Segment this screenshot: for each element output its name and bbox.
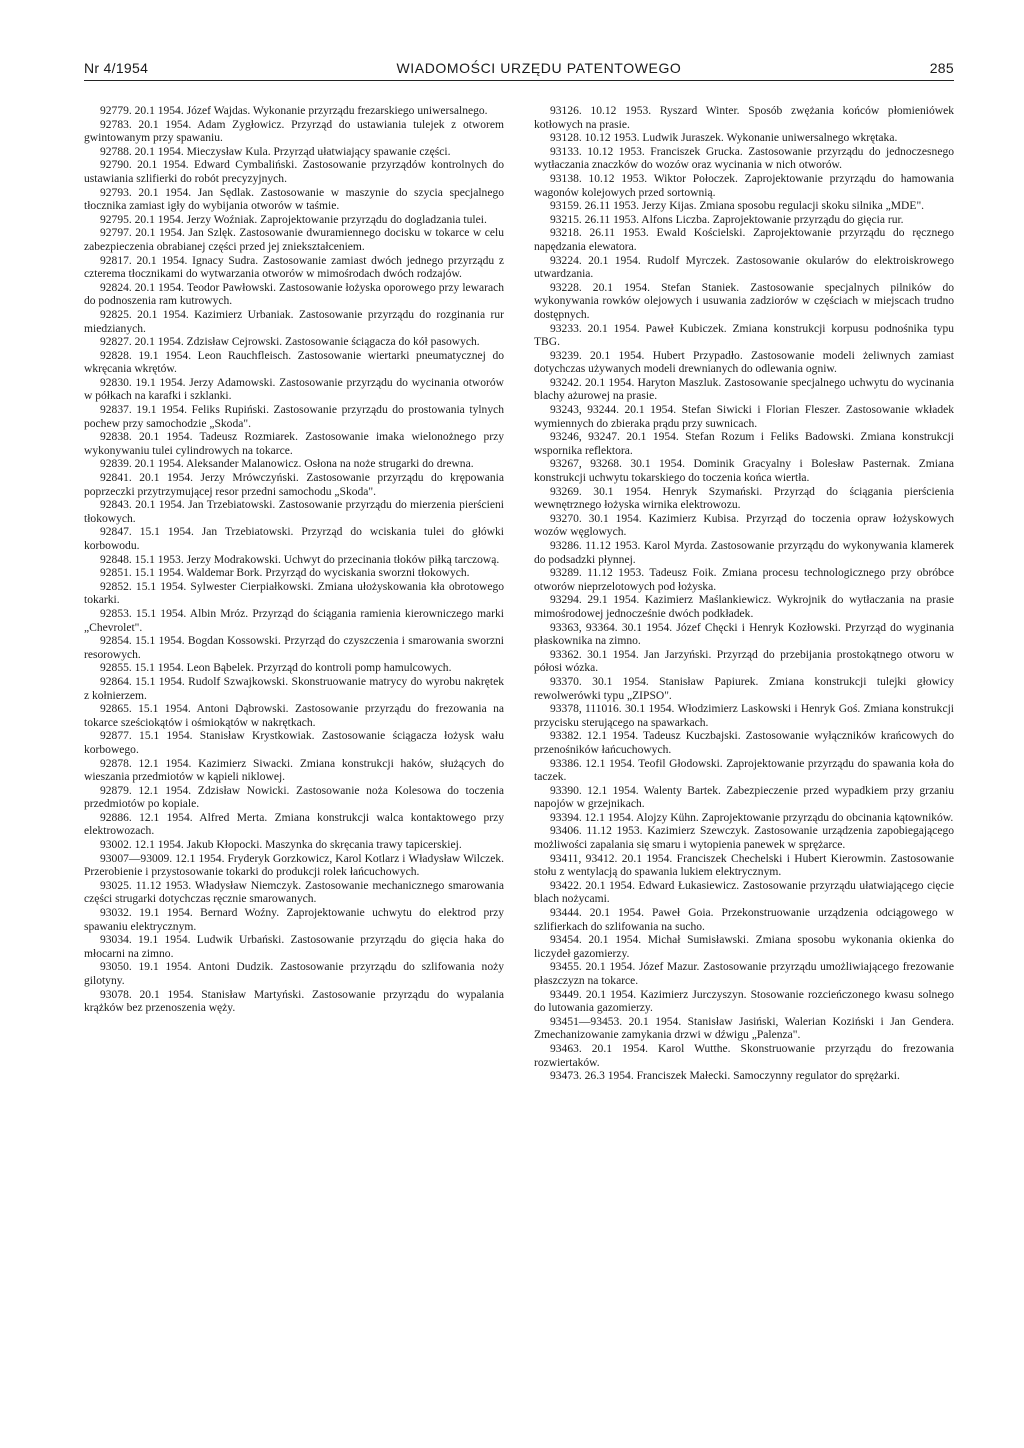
patent-entry: 93370. 30.1 1954. Stanisław Papiurek. Zmiana konstrukcji tulejki głowicy rewolwerówki typu „ZIPSO". xyxy=(534,675,954,702)
patent-entry: 92793. 20.1 1954. Jan Sędlak. Zastosowanie w maszynie do szycia specjalnego tłocznika zamiast igły do wybijania otworów w taśmie. xyxy=(84,186,504,213)
patent-entry: 93294. 29.1 1954. Kazimierz Maślankiewicz. Wykrojnik do wytłaczania na prasie mimośrodowej jednocześnie dwóch podkładek. xyxy=(534,594,954,620)
patent-entry: 92878. 12.1 1954. Kazimierz Siwacki. Zmiana konstrukcji haków, służących do wieszania przedmiotów w kąpieli niklowej. xyxy=(84,757,504,784)
patent-entry: 92825. 20.1 1954. Kazimierz Urbaniak. Zastosowanie przyrządu do rozginania rur miedzianych. xyxy=(84,308,504,335)
patent-entry: 93394. 12.1 1954. Alojzy Kühn. Zaprojektowanie przyrządu do obcinania kątowników. xyxy=(550,811,954,824)
patent-entry: 93246, 93247. 20.1 1954. Stefan Rozum i Feliks Badowski. Zmiana konstrukcji wspornika reflektora. xyxy=(534,431,954,457)
patent-entry: 92838. 20.1 1954. Tadeusz Rozmiarek. Zastosowanie imaka wielonożnego przy wykonywaniu tulei cylindrowych na tokarce. xyxy=(84,431,504,457)
patent-entry: 92790. 20.1 1954. Edward Cymbaliński. Zastosowanie przyrządów kontrolnych do ustawiania szlifierki do robót precyzyjnych. xyxy=(84,159,504,185)
right-column xyxy=(534,105,954,1084)
patent-entry: 93422. 20.1 1954. Edward Łukasiewicz. Zastosowanie przyrządu ułatwiającego cięcie blach nożycami. xyxy=(534,879,954,906)
patent-entry: 93243, 93244. 20.1 1954. Stefan Siwicki i Florian Fleszer. Zastosowanie wkładek wymiennych do zbieraka prądu przy suwnicach. xyxy=(534,404,954,430)
patent-entry: 92848. 15.1 1953. Jerzy Modrakowski. Uchwyt do przecinania tłoków piłką tarczową. xyxy=(100,553,500,566)
patent-entry: 93463. 20.1 1954. Karol Wutthe. Skonstruowanie przyrządu do frezowania rozwiertaków. xyxy=(534,1042,954,1069)
patent-entry: 93215. 26.11 1953. Alfons Liczba. Zaprojektowanie przyrządu do gięcia rur. xyxy=(550,213,904,226)
patent-entry: 93455. 20.1 1954. Józef Mazur. Zastosowanie przyrządu umożliwiającego frezowanie płaszczyzn na tokarce. xyxy=(534,961,954,987)
patent-entry: 93267, 93268. 30.1 1954. Dominik Gracyalny i Bolesław Pasternak. Zmiana konstrukcji uchwytu tokarskiego do toczenia końca wiertła. xyxy=(534,458,954,485)
patent-entry: 92783. 20.1 1954. Adam Zygłowicz. Przyrząd do ustawiania tulejek z otworem gwintowanym przy spawaniu. xyxy=(84,118,504,145)
patent-entry: 93007—93009. 12.1 1954. Fryderyk Gorzkowicz, Karol Kotlarz i Władysław Wilczek. Przerobienie i przystosowanie tokarki do produkcji rolek łańcuchowych. xyxy=(84,852,504,879)
patent-entry: 93218. 26.11 1953. Ewald Kościelski. Zaprojektowanie przyrządu do ręcznego napędzania elewatora. xyxy=(534,227,954,253)
patent-entry: 93378, 111016. 30.1 1954. Włodzimierz Laskowski i Henryk Goś. Zmiana konstrukcji przycisku sterującego na spawarkach. xyxy=(534,703,954,729)
patent-entry: 92855. 15.1 1954. Leon Bąbelek. Przyrząd do kontroli pomp hamulcowych. xyxy=(100,662,452,675)
patent-entry: 92853. 15.1 1954. Albin Mróz. Przyrząd do ściągania ramienia kierowniczego marki „Chevrolet". xyxy=(84,607,504,634)
patent-entry: 93126. 10.12 1953. Ryszard Winter. Sposób zwężania końców płomieniówek kotłowych na prasie. xyxy=(534,105,954,131)
patent-entry: 93138. 10.12 1953. Wiktor Połoczek. Zaprojektowanie przyrządu do hamowania wagonów kolejowych przed sortownią. xyxy=(534,172,954,199)
patent-entry: 92779. 20.1 1954. Józef Wajdas. Wykonanie przyrządu frezarskiego uniwersalnego. xyxy=(100,105,488,117)
patent-entry: 92795. 20.1 1954. Jerzy Woźniak. Zaprojektowanie przyrządu do dogladzania tulei. xyxy=(100,213,487,226)
patent-entry: 93386. 12.1 1954. Teofil Głodowski. Zaprojektowanie przyrządu do spawania koła do taczek. xyxy=(534,757,954,784)
patent-entry: 93390. 12.1 1954. Walenty Bartek. Zabezpieczenie przed wypadkiem przy grzaniu napojów w grzejnikach. xyxy=(534,784,954,811)
patent-entry: 93451—93453. 20.1 1954. Stanisław Jasiński, Walerian Koziński i Jan Gendera. Zmechanizowanie zamykania drzwi w dźwigu „Palenza". xyxy=(534,1015,954,1042)
document-page xyxy=(84,60,954,1084)
patent-entry: 92830. 19.1 1954. Jerzy Adamowski. Zastosowanie przyrządu do wycinania otworów w półkach na karafki i szklanki. xyxy=(84,376,504,403)
patent-entry: 92797. 20.1 1954. Jan Szlęk. Zastosowanie dwuramiennego docisku w tokarce w celu zabezpieczenia obrabianej części przed jej zniekształceniem. xyxy=(84,227,504,253)
patent-entry: 93034. 19.1 1954. Ludwik Urbański. Zastosowanie przyrządu do gięcia haka do młocarni na zimno. xyxy=(84,934,504,960)
page-number: 285 xyxy=(929,60,954,76)
patent-entry: 92864. 15.1 1954. Rudolf Szwajkowski. Skonstruowanie matrycy do wyrobu nakrętek z kołnierzem. xyxy=(84,675,504,702)
patent-entry: 93286. 11.12 1953. Karol Myrda. Zastosowanie przyrządu do wykonywania klamerek do podsadzki płynnej. xyxy=(534,540,954,566)
patent-entry: 92877. 15.1 1954. Stanisław Krystkowiak. Zastosowanie ściągacza łożysk wału korbowego. xyxy=(84,730,504,756)
patent-entry: 93128. 10.12 1953. Ludwik Juraszek. Wykonanie uniwersalnego wkrętaka. xyxy=(550,132,898,145)
patent-entry: 92847. 15.1 1954. Jan Trzebiatowski. Przyrząd do wciskania tulei do główki korbowodu. xyxy=(84,526,504,552)
patent-entry: 93362. 30.1 1954. Jan Jarzyński. Przyrząd do przebijania prostokątnego otworu w półosi wózka. xyxy=(534,648,954,675)
patent-entry: 93270. 30.1 1954. Kazimierz Kubisa. Przyrząd do toczenia opraw łożyskowych wozów węglowych. xyxy=(534,512,954,539)
patent-entry: 92879. 12.1 1954. Zdzisław Nowicki. Zastosowanie noża Kolesowa do toczenia przedmiotów po kopiale. xyxy=(84,784,504,811)
patent-entry: 92851. 15.1 1954. Waldemar Bork. Przyrząd do wyciskania sworzni tłokowych. xyxy=(100,567,470,580)
patent-entry: 92824. 20.1 1954. Teodor Pawłowski. Zastosowanie łożyska oporowego przy lewarach do podnoszenia ram kutrowych. xyxy=(84,281,504,308)
patent-entry: 93224. 20.1 1954. Rudolf Myrczek. Zastosowanie okularów do elektroiskrowego utwardzania. xyxy=(534,254,954,281)
patent-entry: 93050. 19.1 1954. Antoni Dudzik. Zastosowanie przyrządu do szlifowania noży gilotyny. xyxy=(84,961,504,987)
patent-entry: 93449. 20.1 1954. Kazimierz Jurczyszyn. Stosowanie rozcieńczonego kwasu solnego do lutowania gazomierzy. xyxy=(534,988,954,1015)
patent-entry: 93233. 20.1 1954. Paweł Kubiczek. Zmiana konstrukcji korpusu podnośnika typu TBG. xyxy=(534,322,954,349)
patent-entry: 92852. 15.1 1954. Sylwester Cierpiałkowski. Zmiana ułożyskowania kła obrotowego tokarki. xyxy=(84,580,504,607)
patent-entry: 93032. 19.1 1954. Bernard Woźny. Zaprojektowanie uchwytu do elektrod przy spawaniu elektrycznym. xyxy=(84,907,504,933)
patent-entry: 92843. 20.1 1954. Jan Trzebiatowski. Zastosowanie przyrządu do mierzenia pierścieni tłokowych. xyxy=(84,499,504,525)
patent-entry: 92827. 20.1 1954. Zdzisław Cejrowski. Zastosowanie ściągacza do kół pasowych. xyxy=(100,336,480,349)
patent-entry: 92788. 20.1 1954. Mieczysław Kula. Przyrząd ułatwiający spawanie części. xyxy=(100,145,451,158)
patent-entry: 93411, 93412. 20.1 1954. Franciszek Chechelski i Hubert Kierowmin. Zastosowanie stołu z wentylacją do spawania lukiem elektrycznym. xyxy=(534,852,954,879)
patent-entry: 93382. 12.1 1954. Tadeusz Kuczbajski. Zastosowanie wyłączników krańcowych do przenośników łańcuchowych. xyxy=(534,730,954,756)
issue-number: Nr 4/1954 xyxy=(84,60,149,76)
patent-entry: 92839. 20.1 1954. Aleksander Malanowicz. Osłona na noże strugarki do drewna. xyxy=(100,458,474,471)
patent-entry: 93269. 30.1 1954. Henryk Szymański. Przyrząd do ściągania pierścienia wewnętrznego łożyska wirnika elektrowozu. xyxy=(534,485,954,512)
publication-title: WIADOMOŚCI URZĘDU PATENTOWEGO xyxy=(396,60,682,76)
patent-entry: 93239. 20.1 1954. Hubert Przypadło. Zastosowanie modeli żeliwnych zamiast dotychczas używanych modeli drewnianych do odlewania ogniw. xyxy=(534,349,954,376)
patent-entry: 93406. 11.12 1953. Kazimierz Szewczyk. Zastosowanie urządzenia zapobiegającego możliwości zapalania się smaru i wytopienia panewek w sprężarce. xyxy=(534,825,954,852)
left-column xyxy=(84,105,504,1084)
patent-entry: 93444. 20.1 1954. Paweł Goia. Przekonstruowanie urządzenia odciągowego w szlifierkach do szlifowania na sucho. xyxy=(534,907,954,933)
two-column-body xyxy=(84,105,954,1084)
patent-entry: 93133. 10.12 1953. Franciszek Grucka. Zastosowanie przyrządu do jednoczesnego wytłaczania znaczków do wozów oraz wycinania w nich otworów. xyxy=(534,145,954,172)
patent-entry: 92854. 15.1 1954. Bogdan Kossowski. Przyrząd do czyszczenia i smarowania sworzni resorowych. xyxy=(84,635,504,661)
patent-entry: 93025. 11.12 1953. Władysław Niemczyk. Zastosowanie mechanicznego smarowania części strugarki dotychczas ręcznie smarowanych. xyxy=(84,879,504,906)
patent-entry: 93002. 12.1 1954. Jakub Kłopocki. Maszynka do skręcania trawy tapicerskiej. xyxy=(100,839,462,852)
page-header xyxy=(84,60,954,81)
patent-entry: 93454. 20.1 1954. Michał Sumisławski. Zmiana sposobu wykonania okienka do liczydeł gazomierzy. xyxy=(534,934,954,960)
patent-entry: 93228. 20.1 1954. Stefan Staniek. Zastosowanie specjalnych pilników do wykonywania rowków olejowych i usuwania zadziorów w częściach w miejscach trudno dostępnych. xyxy=(534,281,954,321)
patent-entry: 92865. 15.1 1954. Antoni Dąbrowski. Zastosowanie przyrządu do frezowania na tokarce sześciokątów i ośmiokątów w nakrętkach. xyxy=(84,703,504,729)
patent-entry: 93078. 20.1 1954. Stanisław Martyński. Zastosowanie przyrządu do wypalania krążków bez przenoszenia węży. xyxy=(84,988,504,1015)
patent-entry: 93363, 93364. 30.1 1954. Józef Chęcki i Henryk Kozłowski. Przyrząd do wyginania płaskownika na zimno. xyxy=(534,621,954,648)
patent-entry: 93473. 26.3 1954. Franciszek Małecki. Samoczynny regulator do sprężarki. xyxy=(550,1070,900,1083)
patent-entry: 93289. 11.12 1953. Tadeusz Foik. Zmiana procesu technologicznego przy obróbce otworów nieprzelotowych pod łożyska. xyxy=(534,567,954,593)
patent-entry: 92828. 19.1 1954. Leon Rauchfleisch. Zastosowanie wiertarki pneumatycznej do wkręcania wkrętów. xyxy=(84,349,504,376)
patent-entry: 92837. 19.1 1954. Feliks Rupiński. Zastosowanie przyrządu do prostowania tylnych pochew przy samochodzie „Skoda". xyxy=(84,404,504,430)
patent-entry: 93242. 20.1 1954. Haryton Maszluk. Zastosowanie specjalnego uchwytu do wycinania blachy ażurowej na prasie. xyxy=(534,376,954,403)
patent-entry: 92841. 20.1 1954. Jerzy Mrówczyński. Zastosowanie przyrządu do krępowania poprzeczki przytrzymującej resor przedni samochodu „Skoda". xyxy=(84,472,504,498)
patent-entry: 92817. 20.1 1954. Ignacy Sudra. Zastosowanie zamiast dwóch jednego przyrządu z czterema tłocznikami do wytwarzania otworów w mimośrodach dwóch rodzajów. xyxy=(84,254,504,281)
patent-entry: 93159. 26.11 1953. Jerzy Kijas. Zmiana sposobu regulacji skoku silnika „MDE". xyxy=(550,200,925,213)
patent-entry: 92886. 12.1 1954. Alfred Merta. Zmiana konstrukcji walca kontaktowego przy elektrowozach. xyxy=(84,811,504,838)
